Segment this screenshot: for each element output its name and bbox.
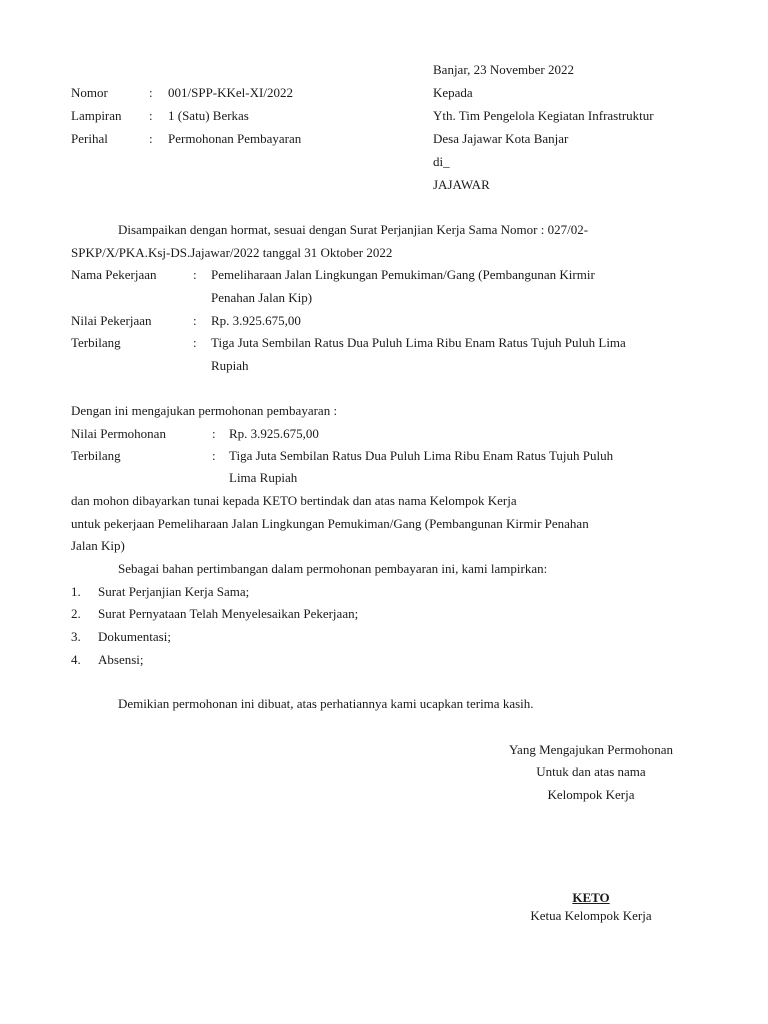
intro-line-2: SPKP/X/PKA.Ksj-DS.Jajawar/2022 tanggal 31 Oktober 2022 <box>71 245 393 260</box>
signature-line-2: Untuk dan atas nama <box>536 764 646 779</box>
work-name-value-cont: Penahan Jalan Kip) <box>211 290 313 305</box>
recipient-line: JAJAWAR <box>433 177 490 192</box>
request-value-amount: Rp. 3.925.675,00 <box>229 426 319 441</box>
attachment-number: 4. <box>71 652 81 667</box>
attachment-item: Surat Pernyataan Telah Menyelesaikan Pekerjaan; <box>98 606 359 621</box>
attachments-intro: Sebagai bahan pertimbangan dalam permohonan pembayaran ini, kami lampirkan: <box>118 561 548 576</box>
payment-line-1: dan mohon dibayarkan tunai kepada KETO bertindak dan atas nama Kelompok Kerja <box>71 493 517 508</box>
meta-value-nomor: 001/SPP-KKel-XI/2022 <box>168 85 293 100</box>
work-value-label: Nilai Pekerjaan <box>71 313 152 328</box>
meta-sep: : <box>149 108 153 123</box>
attachment-number: 3. <box>71 629 81 644</box>
request-terbilang-value-cont: Lima Rupiah <box>229 470 298 485</box>
meta-sep: : <box>149 131 153 146</box>
work-sep: : <box>193 267 197 282</box>
attachment-item: Absensi; <box>98 652 144 667</box>
attachment-item: Dokumentasi; <box>98 629 171 644</box>
request-sep: : <box>212 448 216 463</box>
payment-line-2: untuk pekerjaan Pemeliharaan Jalan Lingkungan Pemukiman/Gang (Pembangunan Kirmir Penahan <box>71 516 589 531</box>
work-name-label: Nama Pekerjaan <box>71 267 157 282</box>
signer-title: Ketua Kelompok Kerja <box>530 908 652 923</box>
signature-line-3: Kelompok Kerja <box>547 787 635 802</box>
request-sep: : <box>212 426 216 441</box>
closing-statement: Demikian permohonan ini dibuat, atas perhatiannya kami ucapkan terima kasih. <box>118 696 534 711</box>
payment-line-3: Jalan Kip) <box>71 538 125 553</box>
meta-label-lampiran: Lampiran <box>71 108 122 123</box>
work-sep: : <box>193 313 197 328</box>
work-terbilang-value-cont: Rupiah <box>211 358 249 373</box>
signer-name-text: KETO <box>572 890 610 905</box>
meta-sep: : <box>149 85 153 100</box>
request-terbilang-label: Terbilang <box>71 448 121 463</box>
meta-value-perihal: Permohonan Pembayaran <box>168 131 302 146</box>
attachment-number: 1. <box>71 584 81 599</box>
attachment-number: 2. <box>71 606 81 621</box>
recipient-line: Kepada <box>433 85 473 100</box>
request-value-label: Nilai Permohonan <box>71 426 166 441</box>
signature-line-1: Yang Mengajukan Permohonan <box>508 742 674 757</box>
intro-line-1: Disampaikan dengan hormat, sesuai dengan Surat Perjanjian Kerja Sama Nomor : 027/02- <box>118 222 589 237</box>
recipient-line: Desa Jajawar Kota Banjar <box>433 131 569 146</box>
work-sep: : <box>193 335 197 350</box>
work-value-amount: Rp. 3.925.675,00 <box>211 313 301 328</box>
attachment-item: Surat Perjanjian Kerja Sama; <box>98 584 250 599</box>
meta-value-lampiran: 1 (Satu) Berkas <box>168 108 249 123</box>
recipient-line: di_ <box>433 154 450 169</box>
work-terbilang-value: Tiga Juta Sembilan Ratus Dua Puluh Lima Ribu Enam Ratus Tujuh Puluh Lima <box>211 335 626 350</box>
recipient-line: Yth. Tim Pengelola Kegiatan Infrastruktur <box>433 108 654 123</box>
letter-date: Banjar, 23 November 2022 <box>433 62 575 77</box>
request-heading: Dengan ini mengajukan permohonan pembayaran : <box>71 403 338 418</box>
meta-label-perihal: Perihal <box>71 131 108 146</box>
request-terbilang-value: Tiga Juta Sembilan Ratus Dua Puluh Lima Ribu Enam Ratus Tujuh Puluh <box>229 448 614 463</box>
meta-label-nomor: Nomor <box>71 85 108 100</box>
work-name-value: Pemeliharaan Jalan Lingkungan Pemukiman/Gang (Pembangunan Kirmir <box>211 267 595 282</box>
work-terbilang-label: Terbilang <box>71 335 121 350</box>
